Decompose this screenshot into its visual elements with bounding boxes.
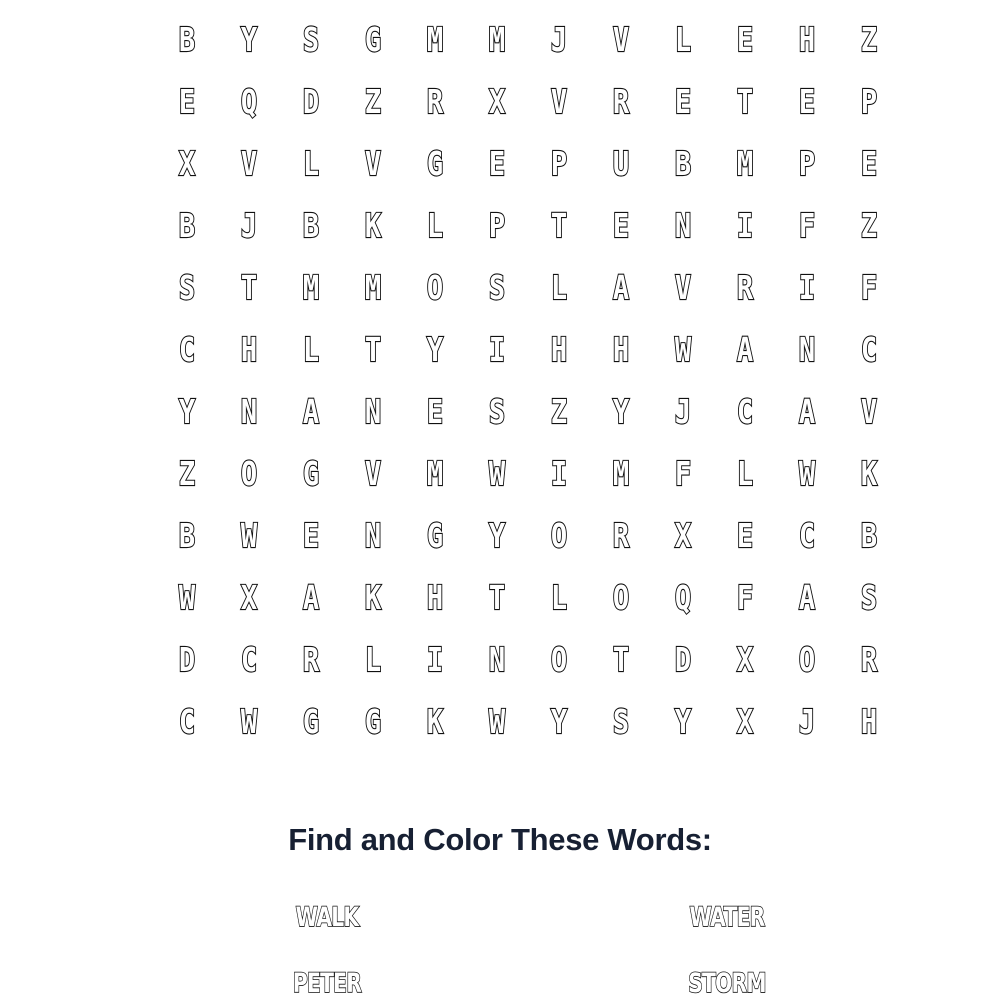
grid-letter[interactable]: D [302,81,320,121]
grid-letter[interactable]: G [364,19,382,59]
grid-letter[interactable]: G [426,143,444,183]
grid-letter[interactable]: A [302,577,320,617]
grid-letter[interactable]: A [612,267,630,307]
grid-letter[interactable]: V [364,453,382,493]
grid-letter[interactable]: R [302,639,320,679]
word-list-item: PETER [292,968,362,999]
grid-letter[interactable]: C [736,391,754,431]
grid-letter[interactable]: Y [612,391,630,431]
grid-letter[interactable]: Z [860,205,878,245]
grid-letter[interactable]: Z [550,391,568,431]
grid-letter[interactable]: L [426,205,444,245]
grid-letter[interactable]: S [178,267,196,307]
grid-letter[interactable]: I [488,329,506,369]
grid-letter[interactable]: E [612,205,630,245]
grid-letter[interactable]: L [736,453,754,493]
grid-letter[interactable]: P [798,143,816,183]
grid-letter[interactable]: S [488,391,506,431]
grid-letter[interactable]: T [488,577,506,617]
grid-letter[interactable]: K [364,205,382,245]
grid-letter[interactable]: S [302,19,320,59]
grid-letter[interactable]: V [860,391,878,431]
grid-letter[interactable]: T [240,267,258,307]
word-list-item: STORM [688,968,766,999]
grid-letter[interactable]: M [302,267,320,307]
grid-letter[interactable]: A [736,329,754,369]
grid-letter[interactable]: R [860,639,878,679]
grid-letter[interactable]: R [612,81,630,121]
grid-letter[interactable]: U [612,143,630,183]
grid-letter[interactable]: E [178,81,196,121]
grid-letter[interactable]: M [488,19,506,59]
grid-letter[interactable]: W [798,453,816,493]
grid-letter[interactable]: R [736,267,754,307]
grid-letter[interactable]: N [240,391,258,431]
grid-letter[interactable]: X [736,701,754,741]
grid-letter[interactable]: H [426,577,444,617]
grid-letter[interactable]: Y [178,391,196,431]
grid-letter[interactable]: B [674,143,692,183]
grid-letter[interactable]: N [798,329,816,369]
grid-letter[interactable]: G [364,701,382,741]
grid-letter[interactable]: V [612,19,630,59]
word-list-item: WALK [295,902,359,933]
grid-letter[interactable]: Q [674,577,692,617]
grid-letter[interactable]: H [860,701,878,741]
grid-letter[interactable]: M [612,453,630,493]
grid-letter[interactable]: B [178,205,196,245]
grid-letter[interactable]: J [550,19,568,59]
grid-letter[interactable]: I [736,205,754,245]
grid-letter[interactable]: I [798,267,816,307]
grid-letter[interactable]: G [426,515,444,555]
grid-letter[interactable]: O [240,453,258,493]
grid-letter[interactable]: A [798,577,816,617]
grid-letter[interactable]: Q [240,81,258,121]
grid-letter[interactable]: O [426,267,444,307]
grid-letter[interactable]: J [674,391,692,431]
grid-letter[interactable]: F [674,453,692,493]
grid-letter[interactable]: V [364,143,382,183]
grid-letter[interactable]: L [550,577,568,617]
grid-letter[interactable]: D [674,639,692,679]
grid-letter[interactable]: Z [364,81,382,121]
grid-letter[interactable]: G [302,701,320,741]
grid-letter[interactable]: E [674,81,692,121]
grid-letter[interactable]: E [488,143,506,183]
grid-letter[interactable]: C [178,329,196,369]
grid-letter[interactable]: G [302,453,320,493]
grid-letter[interactable]: V [240,143,258,183]
grid-letter[interactable]: M [426,19,444,59]
grid-letter[interactable]: W [178,577,196,617]
grid-letter[interactable]: J [798,701,816,741]
grid-letter[interactable]: I [426,639,444,679]
grid-letter[interactable]: B [860,515,878,555]
grid-letter[interactable]: I [550,453,568,493]
grid-letter[interactable]: Z [178,453,196,493]
grid-letter[interactable]: W [488,453,506,493]
grid-letter[interactable]: J [240,205,258,245]
grid-letter[interactable]: S [612,701,630,741]
grid-letter[interactable]: D [178,639,196,679]
grid-letter[interactable]: S [860,577,878,617]
grid-letter[interactable]: E [426,391,444,431]
grid-letter[interactable]: K [426,701,444,741]
grid-letter[interactable]: C [860,329,878,369]
grid-letter[interactable]: X [488,81,506,121]
grid-letter[interactable]: W [674,329,692,369]
grid-letter[interactable]: M [736,143,754,183]
grid-letter[interactable]: B [302,205,320,245]
grid-letter[interactable]: P [860,81,878,121]
grid-letter[interactable]: C [798,515,816,555]
word-search-grid [156,8,900,752]
grid-letter[interactable]: X [736,639,754,679]
grid-letter[interactable]: E [736,515,754,555]
grid-letter[interactable]: N [364,515,382,555]
grid-letter[interactable]: O [798,639,816,679]
grid-letter[interactable]: Y [550,701,568,741]
grid-letter[interactable]: K [364,577,382,617]
grid-letter[interactable]: K [860,453,878,493]
grid-letter[interactable]: H [240,329,258,369]
grid-letter[interactable]: Y [426,329,444,369]
grid-letter[interactable]: C [178,701,196,741]
grid-letter[interactable]: S [488,267,506,307]
grid-letter[interactable]: W [240,701,258,741]
grid-letter[interactable]: E [860,143,878,183]
grid-letter[interactable]: H [798,19,816,59]
grid-letter[interactable]: O [550,515,568,555]
grid-letter[interactable]: T [612,639,630,679]
grid-letter[interactable]: P [550,143,568,183]
grid-letter[interactable]: V [674,267,692,307]
grid-letter[interactable]: O [550,639,568,679]
grid-letter[interactable]: Z [860,19,878,59]
grid-letter[interactable]: L [302,143,320,183]
grid-letter[interactable]: A [302,391,320,431]
grid-letter[interactable]: T [736,81,754,121]
grid-letter[interactable]: A [798,391,816,431]
grid-letter[interactable]: M [426,453,444,493]
grid-letter[interactable]: E [302,515,320,555]
grid-letter[interactable]: Y [674,701,692,741]
grid-letter[interactable]: F [860,267,878,307]
grid-letter[interactable]: H [550,329,568,369]
grid-letter[interactable]: B [178,19,196,59]
grid-letter[interactable]: W [488,701,506,741]
grid-letter[interactable]: L [364,639,382,679]
grid-letter[interactable]: M [364,267,382,307]
grid-letter[interactable]: L [550,267,568,307]
grid-letter[interactable]: E [798,81,816,121]
grid-letter[interactable]: P [488,205,506,245]
grid-letter[interactable]: B [178,515,196,555]
grid-letter[interactable]: X [178,143,196,183]
grid-letter[interactable]: R [426,81,444,121]
grid-letter[interactable]: E [736,19,754,59]
grid-letter[interactable]: F [736,577,754,617]
grid-letter[interactable]: X [674,515,692,555]
grid-letter[interactable]: R [612,515,630,555]
grid-letter[interactable]: W [240,515,258,555]
word-list-heading: Find and Color These Words: [288,822,712,857]
grid-letter[interactable]: X [240,577,258,617]
grid-letter[interactable]: Y [488,515,506,555]
grid-letter[interactable]: C [240,639,258,679]
grid-letter[interactable]: N [364,391,382,431]
grid-letter[interactable]: L [302,329,320,369]
grid-letter[interactable]: O [612,577,630,617]
grid-letter[interactable]: L [674,19,692,59]
grid-letter[interactable]: T [550,205,568,245]
grid-letter[interactable]: H [612,329,630,369]
grid-letter[interactable]: Y [240,19,258,59]
grid-letter[interactable]: T [364,329,382,369]
grid-letter[interactable]: N [488,639,506,679]
word-list-item: WATER [689,902,765,933]
grid-letter[interactable]: N [674,205,692,245]
grid-letter[interactable]: F [798,205,816,245]
grid-letter[interactable]: V [550,81,568,121]
